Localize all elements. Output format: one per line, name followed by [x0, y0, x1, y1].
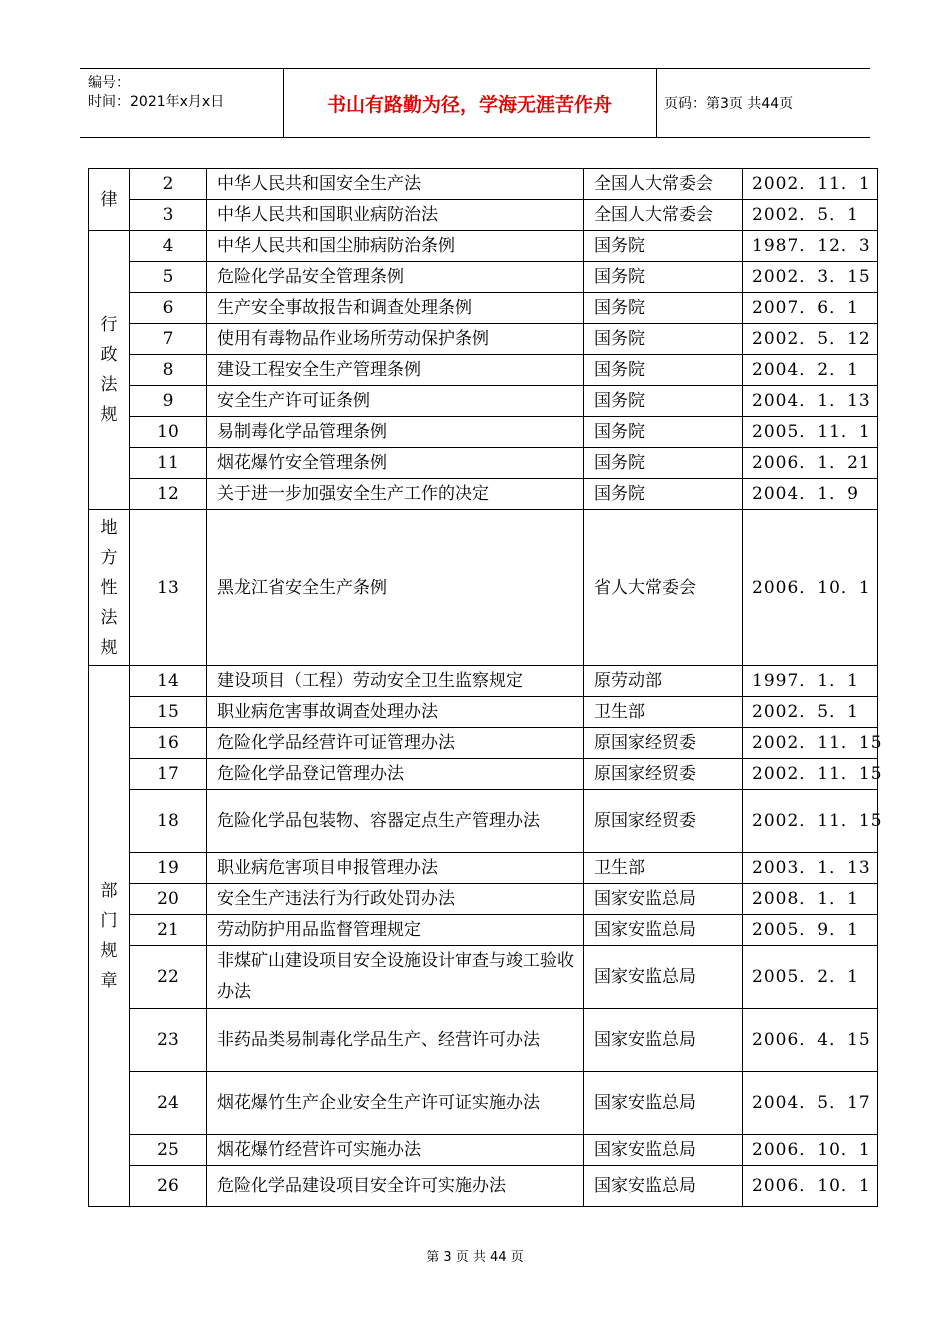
- table-row: [89, 355, 878, 386]
- table-row: [89, 790, 878, 853]
- table-row: [89, 231, 878, 262]
- effective-date: 2008．1．1: [743, 884, 878, 915]
- document-header: [80, 68, 870, 138]
- law-name: 职业病危害事故调查处理办法: [207, 697, 584, 728]
- effective-date: 2002．11．1: [743, 169, 878, 200]
- row-number: 5: [130, 262, 207, 293]
- row-number: 13: [130, 510, 207, 666]
- row-number: 19: [130, 853, 207, 884]
- law-name: 非药品类易制毒化学品生产、经营许可办法: [207, 1009, 584, 1072]
- issuer: 原劳动部: [584, 666, 743, 697]
- effective-date: 2006．10．1: [743, 510, 878, 666]
- effective-date: 2002．5．1: [743, 200, 878, 231]
- effective-date: 2002．11．15: [743, 790, 878, 853]
- issuer: 国务院: [584, 324, 743, 355]
- table-row: [89, 200, 878, 231]
- row-number: 10: [130, 417, 207, 448]
- law-name: 烟花爆竹安全管理条例: [207, 448, 584, 479]
- issuer: 国务院: [584, 448, 743, 479]
- issuer: 国务院: [584, 293, 743, 324]
- page-footer: 第 3 页 共 44 页: [426, 1250, 524, 1265]
- table-row: [89, 666, 878, 697]
- row-number: 22: [130, 946, 207, 1009]
- regulations-table: [88, 168, 883, 1207]
- law-name: 危险化学品登记管理办法: [207, 759, 584, 790]
- issuer: 原国家经贸委: [584, 728, 743, 759]
- law-name: 中华人民共和国安全生产法: [207, 169, 584, 200]
- row-number: 23: [130, 1009, 207, 1072]
- issuer: 省人大常委会: [584, 510, 743, 666]
- law-name: 危险化学品包装物、容器定点生产管理办法: [207, 790, 584, 853]
- law-name: 危险化学品经营许可证管理办法: [207, 728, 584, 759]
- effective-date: 1987．12．3: [743, 231, 878, 262]
- table-row: [89, 262, 878, 293]
- row-number: 18: [130, 790, 207, 853]
- law-name: 易制毒化学品管理条例: [207, 417, 584, 448]
- table-row: [89, 510, 878, 666]
- issuer: 国家安监总局: [584, 915, 743, 946]
- law-name: 危险化学品建设项目安全许可实施办法: [207, 1166, 584, 1207]
- table-row: [89, 884, 878, 915]
- issuer: 国务院: [584, 479, 743, 510]
- law-name: 中华人民共和国职业病防治法: [207, 200, 584, 231]
- effective-date: 2006．10．1: [743, 1135, 878, 1166]
- table-row: [89, 1135, 878, 1166]
- table-row: [89, 386, 878, 417]
- row-number: 16: [130, 728, 207, 759]
- table-row: [89, 697, 878, 728]
- effective-date: 2005．9．1: [743, 915, 878, 946]
- effective-date: 2006．1．21: [743, 448, 878, 479]
- issuer: 国务院: [584, 355, 743, 386]
- effective-date: 2005．2．1: [743, 946, 878, 1009]
- law-name: 生产安全事故报告和调查处理条例: [207, 293, 584, 324]
- effective-date: 2002．11．15: [743, 728, 878, 759]
- law-name: 黑龙江省安全生产条例: [207, 510, 584, 666]
- row-number: 8: [130, 355, 207, 386]
- effective-date: 1997．1．1: [743, 666, 878, 697]
- law-name: 中华人民共和国尘肺病防治条例: [207, 231, 584, 262]
- row-number: 26: [130, 1166, 207, 1207]
- table-row: [89, 1009, 878, 1072]
- row-number: 7: [130, 324, 207, 355]
- issuer: 国务院: [584, 417, 743, 448]
- row-number: 12: [130, 479, 207, 510]
- row-number: 21: [130, 915, 207, 946]
- law-name: 职业病危害项目申报管理办法: [207, 853, 584, 884]
- table-row: [89, 324, 878, 355]
- category-cell-local: 地 方 性 法 规: [89, 510, 130, 666]
- issuer: 卫生部: [584, 853, 743, 884]
- issuer: 国家安监总局: [584, 1135, 743, 1166]
- row-number: 3: [130, 200, 207, 231]
- issuer: 全国人大常委会: [584, 200, 743, 231]
- row-number: 4: [130, 231, 207, 262]
- issuer: 国家安监总局: [584, 1072, 743, 1135]
- time-label: 时间：2021年x月x日: [88, 94, 225, 110]
- effective-date: 2002．3．15: [743, 262, 878, 293]
- category-cell-admin: 行 政 法 规: [89, 231, 130, 510]
- row-number: 14: [130, 666, 207, 697]
- law-name: 安全生产许可证条例: [207, 386, 584, 417]
- issuer: 卫生部: [584, 697, 743, 728]
- row-number: 9: [130, 386, 207, 417]
- category-cell-dept: 部 门 规 章: [89, 666, 130, 1207]
- issuer: 国务院: [584, 231, 743, 262]
- row-number: 24: [130, 1072, 207, 1135]
- row-number: 15: [130, 697, 207, 728]
- effective-date: 2003．1．13: [743, 853, 878, 884]
- table-row: [89, 853, 878, 884]
- effective-date: 2006．4．15: [743, 1009, 878, 1072]
- law-name: 烟花爆竹生产企业安全生产许可证实施办法: [207, 1072, 584, 1135]
- law-name: 危险化学品安全管理条例: [207, 262, 584, 293]
- law-name: 建设工程安全生产管理条例: [207, 355, 584, 386]
- law-name: 关于进一步加强安全生产工作的决定: [207, 479, 584, 510]
- law-name: 非煤矿山建设项目安全设施设计审查与竣工验收办法: [207, 946, 584, 1009]
- law-name: 安全生产违法行为行政处罚办法: [207, 884, 584, 915]
- table-row: [89, 946, 878, 1009]
- row-number: 20: [130, 884, 207, 915]
- category-cell-law: 律: [89, 169, 130, 231]
- effective-date: 2004．1．13: [743, 386, 878, 417]
- effective-date: 2004．1．9: [743, 479, 878, 510]
- issuer: 国家安监总局: [584, 1166, 743, 1207]
- table-row: [89, 169, 878, 200]
- effective-date: 2002．5．12: [743, 324, 878, 355]
- effective-date: 2005．11．1: [743, 417, 878, 448]
- header-meta: [80, 69, 284, 137]
- row-number: 17: [130, 759, 207, 790]
- table-row: [89, 728, 878, 759]
- law-name: 劳动防护用品监督管理规定: [207, 915, 584, 946]
- issuer: 国务院: [584, 386, 743, 417]
- table-row: [89, 417, 878, 448]
- effective-date: 2002．11．15: [743, 759, 878, 790]
- row-number: 11: [130, 448, 207, 479]
- effective-date: 2002．5．1: [743, 697, 878, 728]
- table-row: [89, 1166, 878, 1207]
- table-row: [89, 293, 878, 324]
- issuer: 原国家经贸委: [584, 790, 743, 853]
- row-number: 6: [130, 293, 207, 324]
- effective-date: 2006．10．1: [743, 1166, 878, 1207]
- header-page-info: 页码：第3页 共44页: [664, 96, 794, 112]
- table-row: [89, 1072, 878, 1135]
- effective-date: 2004．2．1: [743, 355, 878, 386]
- issuer: 国家安监总局: [584, 1009, 743, 1072]
- code-label: 编号：: [88, 75, 130, 91]
- table-row: [89, 915, 878, 946]
- effective-date: 2007．6．1: [743, 293, 878, 324]
- table-row: [89, 479, 878, 510]
- law-name: 烟花爆竹经营许可实施办法: [207, 1135, 584, 1166]
- issuer: 原国家经贸委: [584, 759, 743, 790]
- issuer: 全国人大常委会: [584, 169, 743, 200]
- law-name: 建设项目（工程）劳动安全卫生监察规定: [207, 666, 584, 697]
- issuer: 国家安监总局: [584, 884, 743, 915]
- issuer: 国家安监总局: [584, 946, 743, 1009]
- header-motto: 书山有路勤为径，学海无涯苦作舟: [283, 69, 657, 137]
- table-row: [89, 759, 878, 790]
- law-name: 使用有毒物品作业场所劳动保护条例: [207, 324, 584, 355]
- effective-date: 2004．5．17: [743, 1072, 878, 1135]
- issuer: 国务院: [584, 262, 743, 293]
- row-number: 25: [130, 1135, 207, 1166]
- row-number: 2: [130, 169, 207, 200]
- table-row: [89, 448, 878, 479]
